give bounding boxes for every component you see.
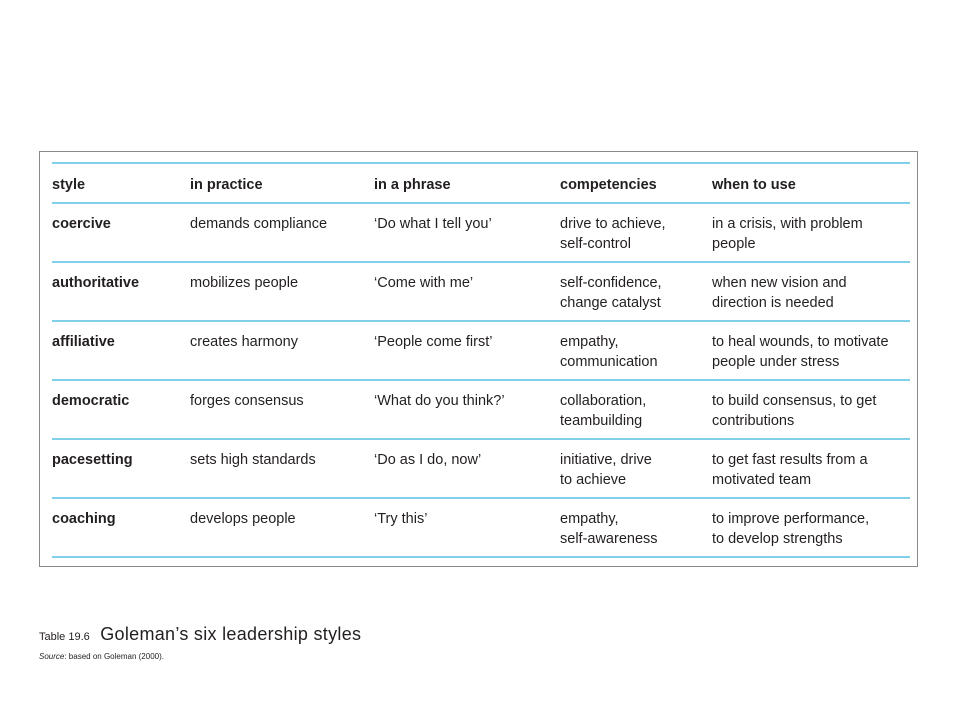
header-in-a-phrase: in a phrase [374,163,560,203]
leadership-styles-table [52,162,910,558]
cell-line: to improve performance, [712,511,870,527]
cell-line: teambuilding [560,413,643,429]
table-row [52,380,910,439]
cell-line: empathy, [560,334,619,350]
cell-line: collaboration, [560,393,647,409]
cell-competencies [560,321,712,380]
cell-style: coaching [52,498,190,557]
table-row [52,439,910,498]
table-row [52,498,910,557]
cell-style: pacesetting [52,439,190,498]
cell-line: self-control [560,236,631,252]
cell-in-a-phrase: ‘Do as I do, now’ [374,439,560,498]
caption-title: Goleman’s six leadership styles [100,624,362,644]
cell-style: coercive [52,203,190,262]
cell-style: authoritative [52,262,190,321]
source-note [39,652,164,661]
cell-line: to achieve [560,472,627,488]
cell-in-a-phrase: ‘People come first’ [374,321,560,380]
table-caption [39,624,361,645]
cell-line: drive to achieve, [560,216,666,232]
cell-line: people [712,236,756,252]
cell-line: to heal wounds, to motivate [712,334,889,350]
cell-style: democratic [52,380,190,439]
cell-in-practice: forges consensus [190,380,374,439]
cell-line: empathy, [560,511,619,527]
cell-in-practice: develops people [190,498,374,557]
cell-in-a-phrase: ‘What do you think?’ [374,380,560,439]
cell-when-to-use [712,498,910,557]
table-header-row [52,163,910,203]
header-when-to-use: when to use [712,163,910,203]
caption-label: Table 19.6 [39,631,90,643]
cell-line: when new vision and [712,275,847,291]
table-row [52,203,910,262]
cell-line: initiative, drive [560,452,652,468]
cell-style: affiliative [52,321,190,380]
cell-competencies [560,498,712,557]
table-row [52,262,910,321]
cell-in-a-phrase: ‘Do what I tell you’ [374,203,560,262]
cell-in-practice: demands compliance [190,203,374,262]
cell-line: change catalyst [560,295,661,311]
cell-line: direction is needed [712,295,834,311]
cell-competencies [560,262,712,321]
source-text: : based on Goleman (2000). [64,652,164,661]
table-row [52,321,910,380]
header-in-practice: in practice [190,163,374,203]
cell-line: motivated team [712,472,812,488]
cell-line: to build consensus, to get [712,393,877,409]
cell-line: to develop strengths [712,531,843,547]
cell-line: people under stress [712,354,840,370]
cell-when-to-use [712,321,910,380]
header-style: style [52,163,190,203]
cell-line: in a crisis, with problem [712,216,863,232]
cell-when-to-use [712,439,910,498]
header-competencies: competencies [560,163,712,203]
table-frame [39,151,918,567]
cell-in-a-phrase: ‘Come with me’ [374,262,560,321]
cell-line: communication [560,354,658,370]
cell-competencies [560,439,712,498]
cell-competencies [560,380,712,439]
cell-when-to-use [712,262,910,321]
cell-in-practice: mobilizes people [190,262,374,321]
cell-when-to-use [712,380,910,439]
cell-competencies [560,203,712,262]
source-label: Source [39,652,65,661]
cell-in-a-phrase: ‘Try this’ [374,498,560,557]
cell-when-to-use [712,203,910,262]
cell-line: to get fast results from a [712,452,868,468]
cell-in-practice: sets high standards [190,439,374,498]
cell-line: self-awareness [560,531,658,547]
cell-in-practice: creates harmony [190,321,374,380]
cell-line: contributions [712,413,795,429]
cell-line: self-confidence, [560,275,662,291]
